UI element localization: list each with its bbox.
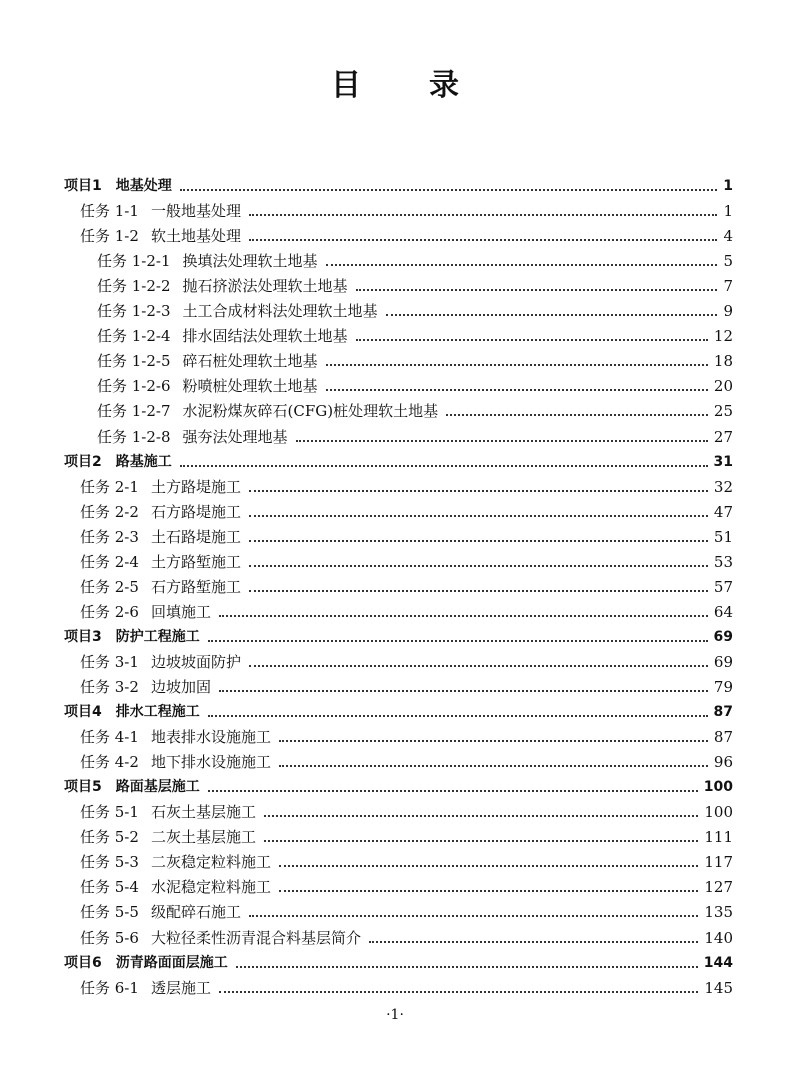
toc-entry-number: 任务 5-4 — [80, 878, 139, 897]
toc-entry[interactable] — [97, 422, 733, 447]
toc-entry-page: 1 — [723, 178, 733, 194]
toc-entry-title: 地下排水设施施工 — [150, 753, 271, 772]
toc-entry-page: 32 — [713, 477, 733, 496]
toc-leader-dots — [219, 690, 708, 692]
toc-entry-number: 任务 5-5 — [80, 903, 139, 922]
toc-entry-number: 任务 1-2-3 — [97, 302, 171, 321]
toc-entry-number: 任务 1-2-5 — [97, 352, 171, 371]
toc-entry-title: 二灰土基层施工 — [150, 828, 256, 847]
toc-entry-page: 53 — [713, 552, 733, 571]
toc-entry[interactable] — [80, 672, 733, 697]
toc-entry-title: 边坡加固 — [150, 678, 211, 696]
toc-leader-dots — [180, 189, 717, 191]
toc-entry-title: 粉喷桩处理软土地基 — [182, 377, 318, 396]
toc-entry-page: 57 — [713, 577, 733, 596]
toc-entry-number: 任务 1-2-1 — [97, 252, 171, 271]
toc-entry-number: 任务 6-1 — [80, 978, 139, 997]
toc-entry-page: 64 — [713, 602, 733, 621]
toc-entry-page: 87 — [713, 728, 733, 747]
toc-entry-number: 任务 1-1 — [80, 202, 139, 221]
toc-entry-page: 69 — [713, 628, 733, 645]
toc-entry[interactable] — [80, 797, 733, 822]
page-number: ·1· — [386, 1007, 404, 1023]
toc-entry[interactable] — [80, 822, 733, 847]
toc-entry-number: 任务 2-1 — [80, 477, 139, 496]
toc-entry-number: 任务 2-2 — [80, 502, 139, 521]
toc-entry-title: 排水工程施工 — [115, 704, 200, 721]
toc-entry[interactable] — [80, 497, 733, 522]
toc-entry-title: 回填施工 — [150, 602, 211, 621]
toc-leader-dots — [326, 264, 717, 266]
toc-entry[interactable] — [80, 847, 733, 872]
toc-entry-page: 111 — [704, 828, 733, 847]
title-char-1: 目 — [331, 68, 361, 103]
toc-entry-number: 任务 3-1 — [80, 652, 139, 671]
toc-entry-number: 任务 3-2 — [80, 678, 139, 696]
toc-leader-dots — [208, 790, 698, 792]
toc-leader-dots — [249, 490, 708, 492]
toc-entry-page: 1 — [723, 202, 733, 221]
toc-entry-page: 79 — [713, 678, 733, 696]
toc-entry[interactable] — [80, 722, 733, 747]
toc-entry-number: 任务 2-3 — [80, 527, 139, 546]
toc-entry-title: 级配碎石施工 — [150, 903, 241, 922]
toc-entry-page: 12 — [713, 327, 733, 346]
toc-leader-dots — [219, 991, 698, 993]
toc-entry[interactable] — [64, 697, 733, 722]
toc-entry-page: 96 — [713, 753, 733, 772]
toc-entry-title: 土方路堤施工 — [150, 477, 241, 496]
toc-entry[interactable] — [64, 447, 733, 472]
toc-entry-number: 任务 1-2-6 — [97, 377, 171, 396]
toc-entry-title: 土工合成材料法处理软土地基 — [182, 302, 378, 321]
toc-entry-number: 任务 4-2 — [80, 753, 139, 772]
toc-entry-title: 土方路堑施工 — [150, 552, 241, 571]
toc-leader-dots — [219, 615, 708, 617]
toc-entry-page: 4 — [723, 227, 733, 246]
toc-entry[interactable] — [97, 346, 733, 371]
toc-leader-dots — [249, 915, 698, 917]
toc-entry[interactable] — [97, 371, 733, 396]
toc-entry[interactable] — [80, 747, 733, 772]
toc-leader-dots — [356, 339, 708, 341]
toc-entry-title: 二灰稳定粒料施工 — [150, 853, 271, 872]
title-char-2: 录 — [429, 68, 459, 103]
toc-entry-page: 87 — [713, 704, 733, 721]
toc-entry-title: 石灰土基层施工 — [150, 803, 256, 822]
toc-entry[interactable] — [97, 396, 733, 421]
toc-entry-title: 边坡坡面防护 — [150, 652, 241, 671]
toc-leader-dots — [326, 364, 708, 366]
toc-entry-number: 项目3 — [64, 628, 102, 645]
toc-leader-dots — [386, 314, 717, 316]
toc-leader-dots — [249, 214, 717, 216]
toc-entry-number: 任务 5-3 — [80, 853, 139, 872]
toc-entry-number: 任务 2-4 — [80, 552, 139, 571]
toc-entry-page: 20 — [713, 377, 733, 396]
toc-entry-number: 任务 1-2-7 — [97, 402, 171, 421]
toc-entry-title: 地基处理 — [115, 178, 172, 194]
toc-entry-title: 地表排水设施施工 — [150, 728, 271, 747]
toc-leader-dots — [264, 815, 698, 817]
toc-entry-title: 石方路堤施工 — [150, 502, 241, 521]
toc-entry-number: 项目2 — [64, 453, 102, 470]
toc-leader-dots — [296, 440, 708, 442]
toc-entry-page: 69 — [713, 652, 733, 671]
toc-leader-dots — [249, 540, 708, 542]
toc-leader-dots — [180, 465, 708, 467]
toc-entry-page: 144 — [703, 954, 733, 971]
toc-entry-number: 任务 1-2-2 — [97, 277, 171, 296]
toc-entry[interactable] — [97, 321, 733, 346]
toc-leader-dots — [249, 590, 708, 592]
toc-entry-number: 任务 1-2 — [80, 227, 139, 246]
toc-entry-page: 140 — [704, 928, 733, 947]
toc-entry-number: 任务 1-2-4 — [97, 327, 171, 346]
toc-entry-page: 27 — [713, 427, 733, 446]
toc-entry-page: 7 — [723, 277, 733, 296]
toc-entry-page: 5 — [723, 252, 733, 271]
toc-entry-title: 水泥稳定粒料施工 — [150, 878, 271, 897]
toc-entry-title: 软土地基处理 — [150, 227, 241, 246]
toc-entry-title: 大粒径柔性沥青混合料基层简介 — [150, 928, 361, 947]
toc-leader-dots — [249, 665, 708, 667]
toc-entry-title: 抛石挤淤法处理软土地基 — [182, 277, 348, 296]
toc-entry[interactable] — [97, 296, 733, 321]
toc-entry[interactable] — [80, 196, 733, 221]
toc-entry-page: 100 — [704, 803, 733, 822]
toc-entry-title: 沥青路面面层施工 — [115, 954, 228, 971]
toc-entry-page: 145 — [704, 978, 733, 997]
toc-entry[interactable] — [80, 647, 733, 672]
toc-leader-dots — [249, 565, 708, 567]
toc-entry[interactable] — [97, 246, 733, 271]
toc-entry[interactable] — [80, 597, 733, 622]
toc-entry[interactable] — [64, 772, 733, 797]
toc-entry[interactable] — [97, 271, 733, 296]
toc-entry[interactable] — [80, 547, 733, 572]
toc-entry-page: 31 — [713, 453, 733, 470]
toc-entry-number: 任务 5-6 — [80, 928, 139, 947]
toc-entry[interactable] — [80, 897, 733, 922]
toc-entry-title: 防护工程施工 — [115, 628, 200, 645]
toc-entry[interactable] — [80, 923, 733, 948]
toc-entry-page: 100 — [703, 779, 733, 796]
toc-entry-title: 换填法处理软土地基 — [182, 252, 318, 271]
toc-entry-page: 51 — [713, 527, 733, 546]
toc-leader-dots — [208, 715, 708, 717]
toc-entry[interactable] — [80, 472, 733, 497]
toc-entry-title: 水泥粉煤灰碎石(CFG)桩处理软土地基 — [182, 402, 439, 421]
toc-entry-number: 任务 5-2 — [80, 828, 139, 847]
toc-leader-dots — [279, 765, 708, 767]
toc-entry-number: 项目6 — [64, 954, 102, 971]
toc-entry-title: 路基施工 — [115, 453, 172, 470]
toc-entry-page: 47 — [713, 502, 733, 521]
toc-entry-number: 任务 4-1 — [80, 728, 139, 747]
toc-leader-dots — [279, 740, 708, 742]
toc-entry-number: 任务 2-5 — [80, 577, 139, 596]
toc-entry-number: 任务 5-1 — [80, 803, 139, 822]
toc-leader-dots — [326, 389, 708, 391]
toc-entry-page: 135 — [704, 903, 733, 922]
toc-entry-number: 任务 2-6 — [80, 602, 139, 621]
toc-entry[interactable] — [64, 622, 733, 647]
toc-entry-title: 路面基层施工 — [115, 779, 200, 796]
toc-entry-number: 任务 1-2-8 — [97, 427, 171, 446]
toc-leader-dots — [249, 515, 708, 517]
toc-leader-dots — [208, 640, 708, 642]
toc-leader-dots — [356, 289, 717, 291]
toc-entry-title: 透层施工 — [150, 978, 211, 997]
toc-entry-title: 碎石桩处理软土地基 — [182, 352, 318, 371]
toc-entry-page: 127 — [704, 878, 733, 897]
toc-leader-dots — [279, 890, 698, 892]
toc-entry-number: 项目1 — [64, 178, 102, 194]
toc-leader-dots — [369, 941, 698, 943]
toc-entry-title: 石方路堑施工 — [150, 577, 241, 596]
toc-entry-number: 项目5 — [64, 779, 102, 796]
toc-leader-dots — [236, 966, 698, 968]
toc-entry[interactable] — [80, 221, 733, 246]
toc-entry[interactable] — [80, 522, 733, 547]
toc-entry-page: 18 — [713, 352, 733, 371]
toc-leader-dots — [446, 414, 708, 416]
toc-entry-page: 117 — [704, 853, 733, 872]
toc-leader-dots — [249, 239, 717, 241]
toc-entry[interactable] — [64, 171, 733, 196]
toc-entry-number: 项目4 — [64, 704, 102, 721]
toc-entry[interactable] — [64, 948, 733, 973]
toc-entry[interactable] — [80, 973, 733, 998]
toc-leader-dots — [264, 840, 698, 842]
toc-entry[interactable] — [80, 872, 733, 897]
toc-leader-dots — [279, 865, 698, 867]
toc-entry-title: 一般地基处理 — [150, 202, 241, 221]
toc-entry-title: 土石路堤施工 — [150, 527, 241, 546]
toc-entry[interactable] — [80, 572, 733, 597]
toc-entry-page: 9 — [723, 302, 733, 321]
page-title — [0, 60, 790, 104]
toc-entry-title: 强夯法处理地基 — [182, 427, 288, 446]
toc-entry-page: 25 — [713, 402, 733, 421]
toc-entry-title: 排水固结法处理软土地基 — [182, 327, 348, 346]
